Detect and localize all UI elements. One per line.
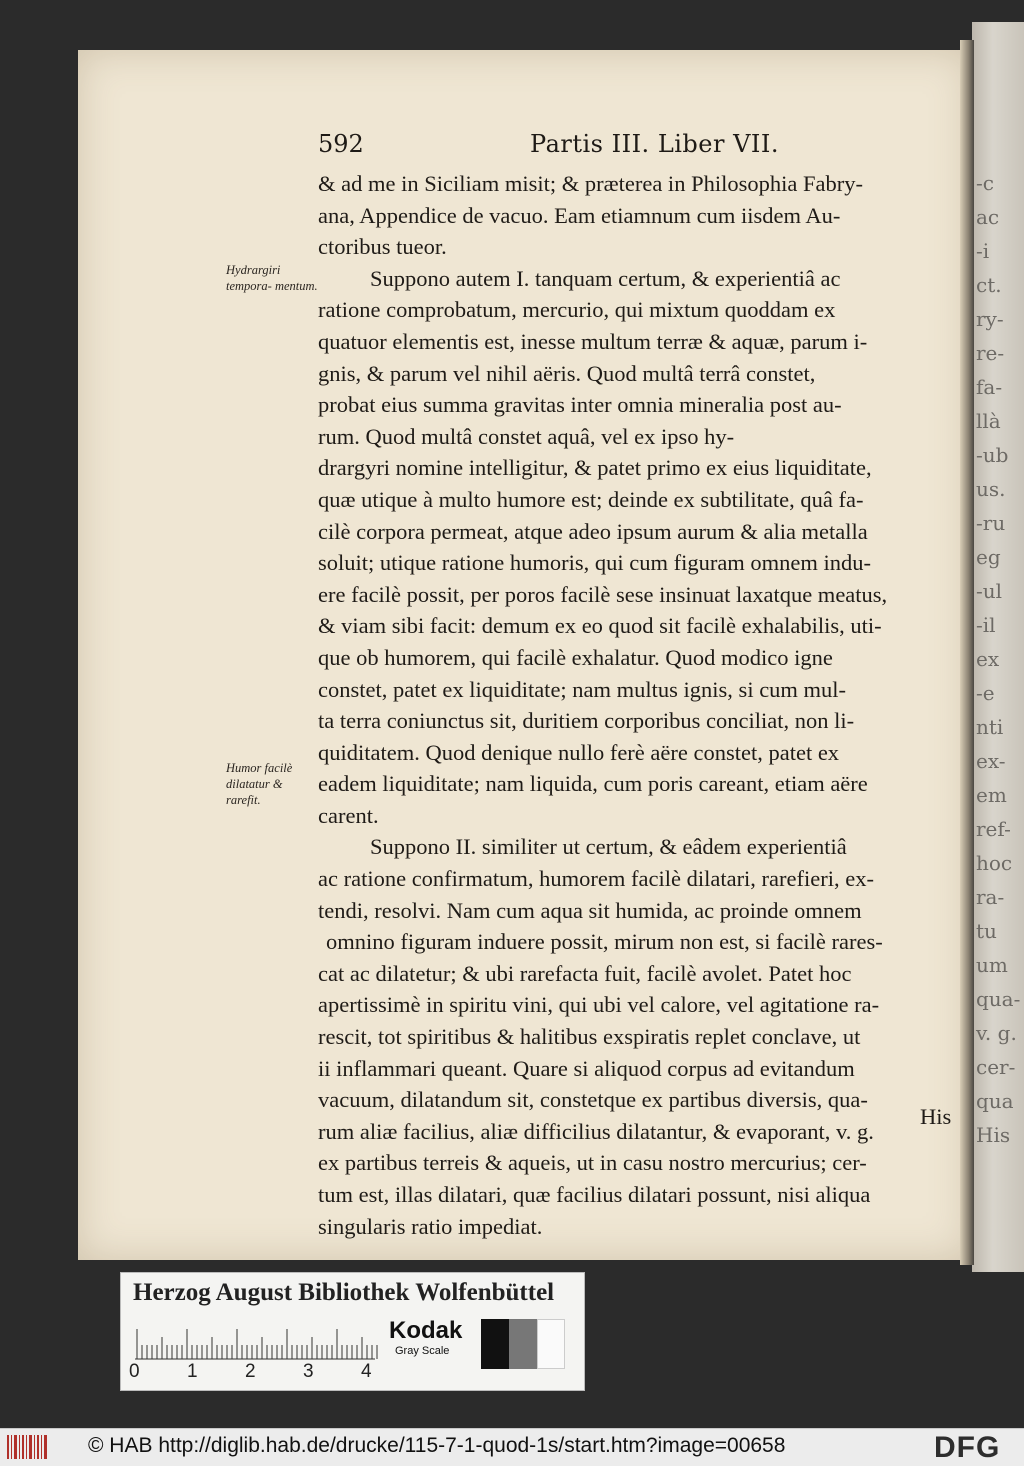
next-page-fragment: ct. — [976, 273, 1002, 297]
text-line: carent. — [318, 802, 379, 828]
next-page-fragment: qua — [976, 1089, 1014, 1113]
next-page-fragment: qua- — [976, 987, 1021, 1011]
text-line: vacuum, dilatandum sit, constetque ex partibus diversis, qua- — [318, 1087, 868, 1113]
next-page-fragment: ex- — [976, 749, 1006, 773]
page-header — [318, 130, 938, 166]
next-page-fragment: llà — [976, 409, 1001, 433]
text-line: que ob humorem, qui facilè exhalatur. Quod modico igne — [318, 644, 833, 670]
margin-note-humor: Humor facilè dilatatur & rarefit. — [226, 761, 293, 807]
next-page-fragment: tu — [976, 919, 997, 943]
barcode-icon — [6, 1433, 50, 1461]
next-page-fragment: cer- — [976, 1055, 1016, 1079]
next-page-fragment: -ub — [976, 443, 1009, 467]
text-line: singularis ratio impediat. — [318, 1213, 543, 1239]
text-line: quæ utique à multo humore est; deinde ex subtilitate, quâ fa- — [318, 486, 864, 512]
next-page-fragment: -ul — [976, 579, 1003, 603]
text-line: & ad me in Siciliam misit; & præterea in Philosophia Fabry- — [318, 171, 863, 196]
body-text — [318, 168, 960, 1242]
ruler-number: 4 — [361, 1361, 372, 1382]
text-line: ex partibus terreis & aqueis, ut in casu nostro mercurius; cer- — [318, 1150, 867, 1176]
kodak-brand: Kodak — [389, 1317, 463, 1344]
next-page-fragment: re- — [976, 341, 1005, 365]
text-line: omnino figuram induere possit, mirum non est, si facilè rares- — [326, 929, 883, 955]
next-page-fragment: um — [976, 953, 1008, 977]
text-line: rum aliæ facilius, aliæ difficilius dilatantur, & evaporant, v. g. — [318, 1118, 874, 1144]
next-page-fragment: v. g. — [976, 1021, 1017, 1045]
next-page-fragment: -il — [976, 613, 996, 637]
ruler-number: 2 — [245, 1361, 256, 1382]
next-page-fragment: ref- — [976, 817, 1011, 841]
text-line: apertissimè in spiritu vini, qui ubi vel calore, vel agitatione ra- — [318, 992, 880, 1018]
running-title: Partis III. Liber VII. — [530, 130, 780, 158]
ruler-number: 1 — [187, 1361, 198, 1382]
ruler-number: 3 — [303, 1361, 314, 1382]
text-line: cilè corpora permeat, atque adeo ipsum aurum & alia metalla — [318, 518, 868, 544]
page-number: 592 — [318, 130, 364, 158]
text-line: ctoribus tueor. — [318, 234, 447, 260]
text-line: constet, patet ex liquiditate; nam multus ignis, si cum mul- — [318, 676, 847, 702]
ruler-numbers — [121, 1361, 481, 1387]
margin-note-hydrargiri: Hydrargiri tempora- mentum. — [226, 263, 318, 293]
next-page-fragment: eg — [976, 545, 1001, 569]
text-line: ii inflammari queant. Quare si aliquod corpus ad evitandum — [318, 1055, 855, 1081]
catchword: His — [920, 1104, 952, 1129]
next-page-fragment: ra- — [976, 885, 1005, 909]
text-line: & viam sibi facit: demum ex eo quod sit facilè exhalabilis, uti- — [318, 613, 882, 639]
next-page-fragment: -c — [976, 171, 994, 195]
next-page-edge — [972, 22, 1024, 1272]
text-line: gnis, & parum vel nihil aëris. Quod multâ terrâ constet, — [318, 360, 816, 386]
text-line: rum. Quod multâ constet aquâ, vel ex ipso hy- — [318, 423, 735, 449]
dfg-logo: DFG — [934, 1431, 1001, 1464]
text-line: tendi, resolvi. Nam cum aqua sit humida, ac proinde omnem — [318, 897, 862, 923]
text-line: quiditatem. Quod denique nullo ferè aëre constet, patet ex — [318, 739, 840, 765]
text-line: rescit, tot spiritibus & halitibus exspiratis replet conclave, ut — [318, 1024, 861, 1050]
library-name: Herzog August Bibliothek Wolfenbüttel — [133, 1279, 555, 1306]
text-line: ta terra coniunctus sit, duritiem corporibus conciliat, non li- — [318, 708, 855, 734]
gray-patch-mid — [509, 1319, 537, 1369]
text-line: soluit; utique ratione humoris, qui cum figuram omnem indu- — [318, 550, 872, 576]
ruler-number: 0 — [129, 1361, 140, 1382]
next-page-fragment: us. — [976, 477, 1006, 501]
library-label-card — [120, 1272, 585, 1391]
next-page-fragment: -i — [976, 239, 990, 263]
gray-scale-label: Gray Scale — [395, 1345, 450, 1357]
text-line: cat ac dilatetur; & ubi rarefacta fuit, facilè avolet. Patet hoc — [318, 960, 852, 986]
page-gutter — [960, 40, 974, 1265]
next-page-fragment: -ru — [976, 511, 1006, 535]
text-line: eadem liquiditate; nam liquida, cum poris careant, etiam aëre — [318, 771, 868, 797]
next-page-fragment: ry- — [976, 307, 1004, 331]
next-page-fragment: hoc — [976, 851, 1013, 875]
text-line: ratione comprobatum, mercurio, qui mixtum quoddam ex — [318, 297, 836, 323]
text-line: ere facilè possit, per poros facilè sese insinuat laxatque meatus, — [318, 581, 888, 607]
gray-patch-white — [537, 1319, 565, 1369]
next-page-fragment: His — [976, 1123, 1011, 1147]
text-line: Suppono II. similiter ut certum, & eâdem experientiâ — [370, 834, 847, 860]
next-page-fragment: ex — [976, 647, 1000, 671]
text-line: probat eius summa gravitas inter omnia mineralia post au- — [318, 392, 842, 418]
text-line: ana, Appendice de vacuo. Eam etiamnum cum iisdem Au- — [318, 202, 841, 228]
next-page-fragment: fa- — [976, 375, 1003, 399]
gray-patch-black — [481, 1319, 509, 1369]
text-line: tum est, illas dilatari, quæ facilius dilatari possunt, nisi aliqua — [318, 1182, 871, 1207]
next-page-fragment: nti — [976, 715, 1004, 739]
footer-bar — [0, 1428, 1024, 1466]
text-line: Suppono autem I. tanquam certum, & experientiâ ac — [370, 265, 841, 291]
text-line: ac ratione confirmatum, humorem facilè dilatari, rarefieri, ex- — [318, 866, 874, 892]
text-line: drargyri nomine intelligitur, & patet primo ex eius liquiditate, — [318, 455, 872, 481]
next-page-fragment: -e — [976, 681, 995, 705]
copyright-link[interactable]: © HAB http://diglib.hab.de/drucke/115-7-1-quod-1s/start.htm?image=00658 — [88, 1434, 786, 1457]
next-page-fragment: ac — [976, 205, 1000, 229]
gray-scale-patches — [481, 1319, 565, 1369]
text-line: quatuor elementis est, inesse multum terræ & aquæ, parum i- — [318, 328, 868, 354]
next-page-fragment: em — [976, 783, 1007, 807]
